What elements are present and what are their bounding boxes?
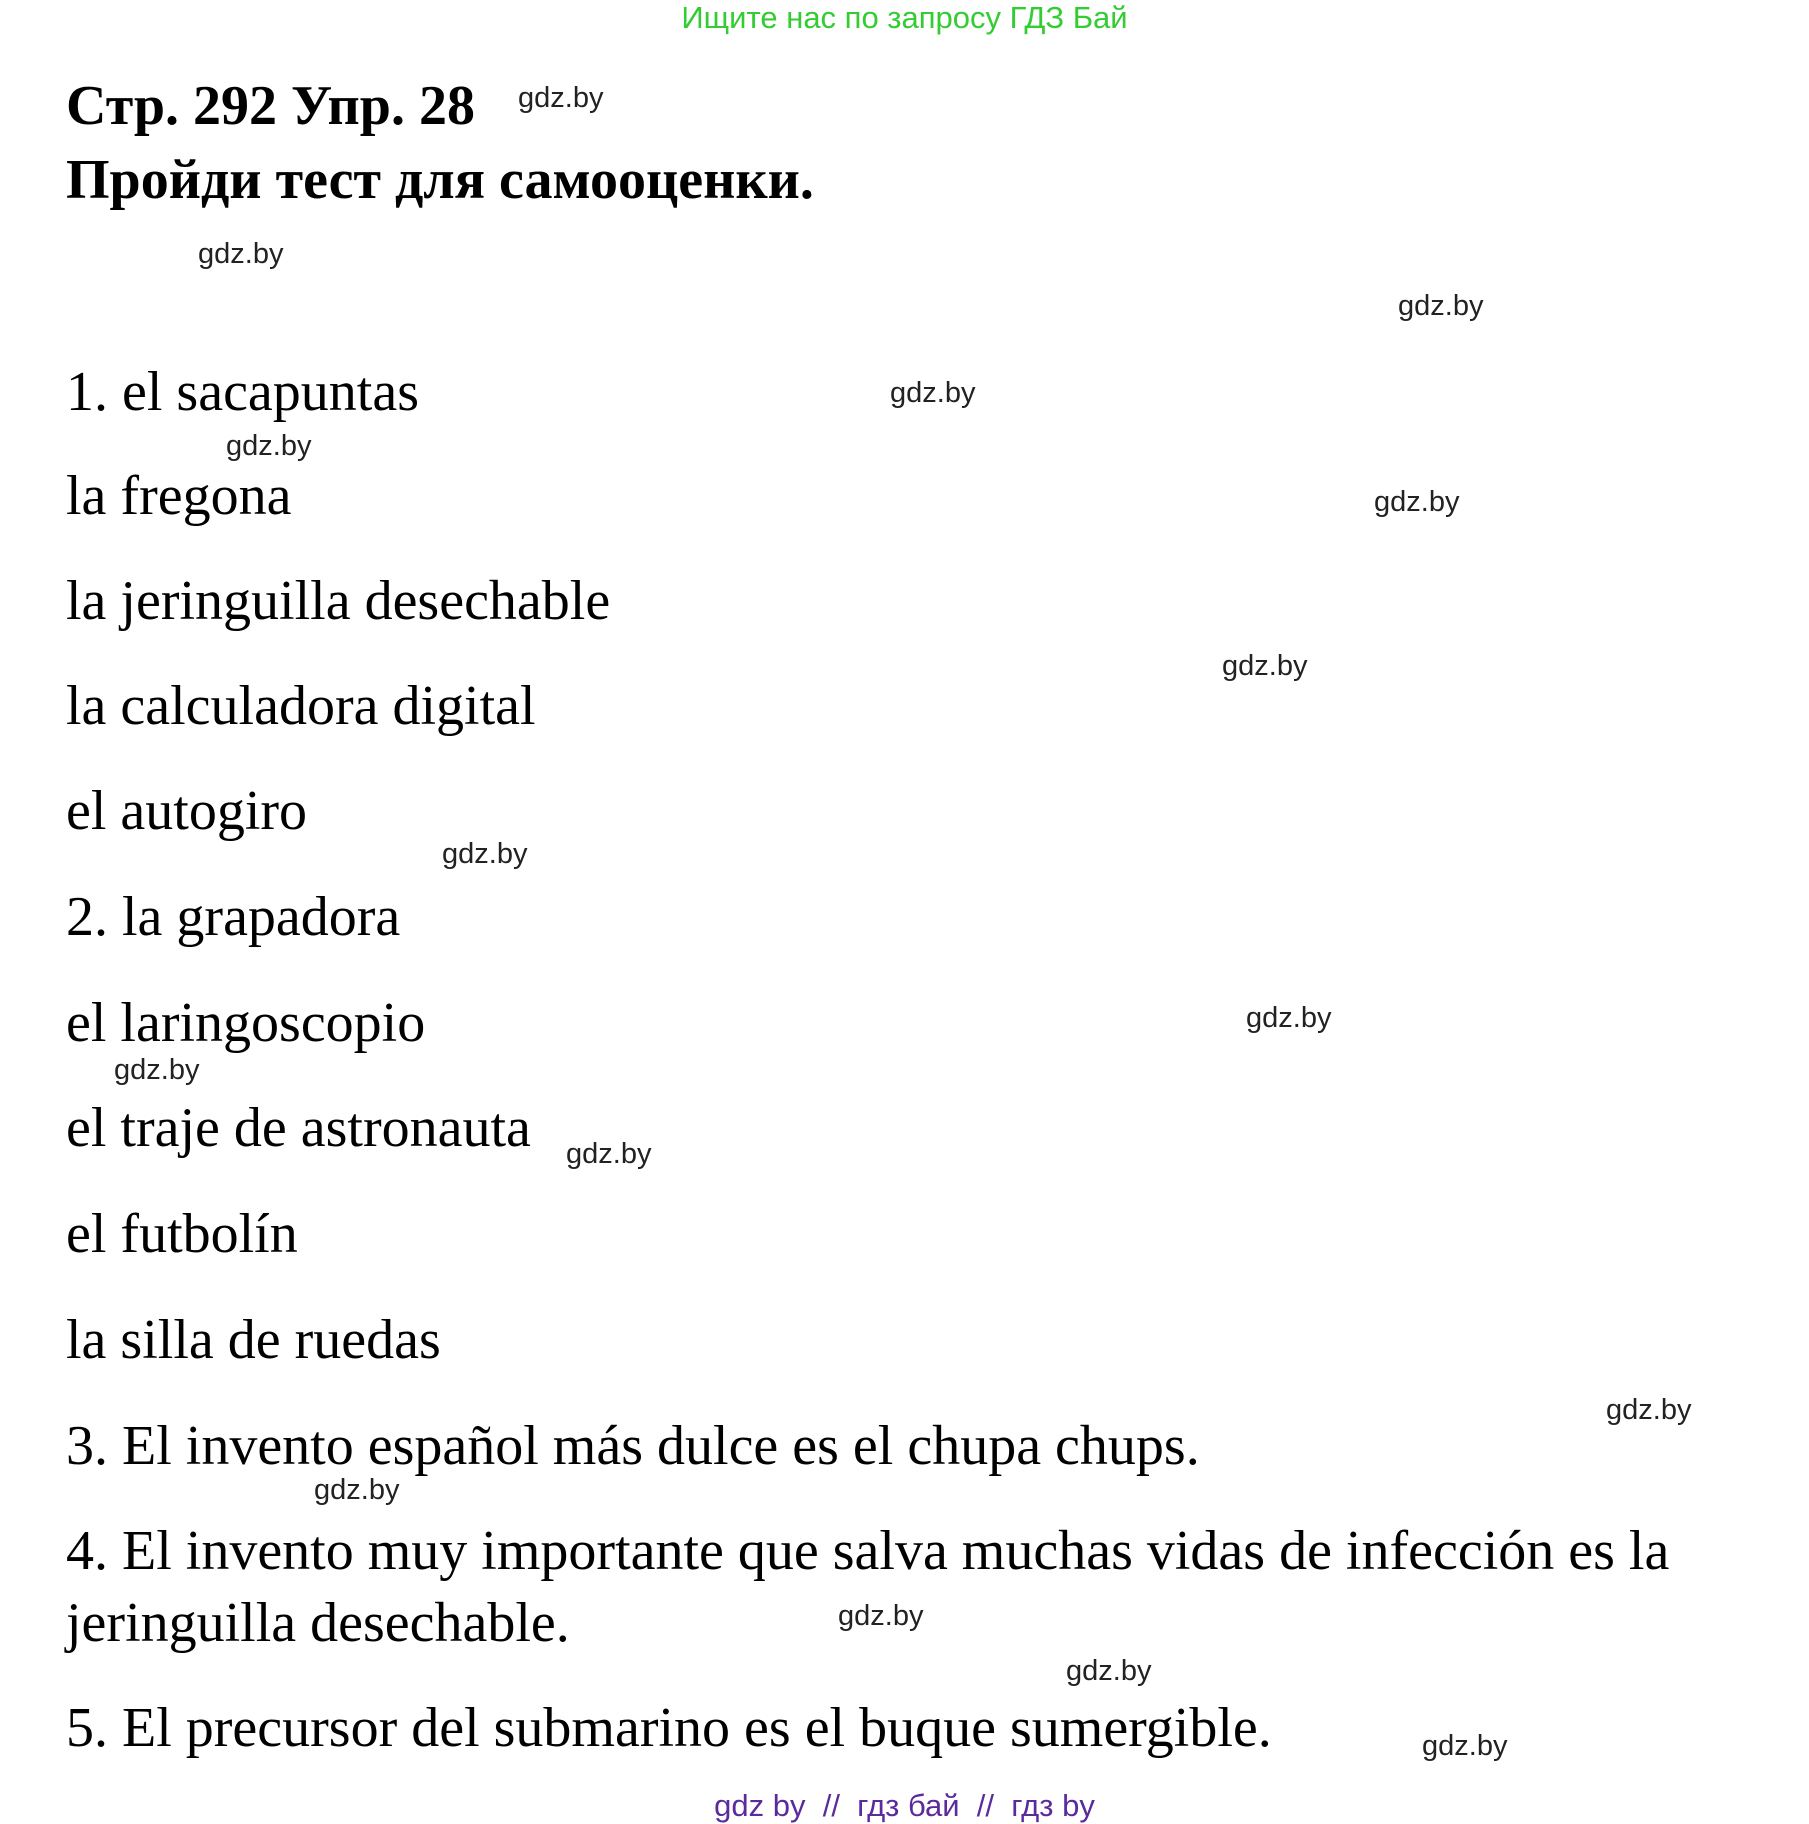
page-reference-heading: Стр. 292 Упр. 28 — [66, 75, 475, 137]
watermark: gdz.by — [442, 838, 528, 870]
answer-line: 1. el sacapuntas — [66, 361, 419, 423]
answer-line: la fregona — [66, 465, 292, 527]
watermark: gdz.by — [1246, 1002, 1332, 1034]
watermark: gdz.by — [1606, 1394, 1692, 1426]
watermark: gdz.by — [198, 238, 284, 270]
footer-watermark: gdz by // гдз бай // гдз by — [714, 1788, 1095, 1823]
answer-line: 2. la grapadora — [66, 886, 401, 948]
watermark: gdz.by — [314, 1474, 400, 1506]
watermark: gdz.by — [518, 82, 604, 114]
search-banner: Ищите нас по запросу ГДЗ Бай — [681, 0, 1128, 35]
watermark: gdz.by — [226, 430, 312, 462]
answer-line: el traje de astronauta — [66, 1097, 531, 1159]
watermark: gdz.by — [1222, 650, 1308, 682]
task-heading: Пройди тест для самооценки. — [66, 149, 814, 211]
answer-line: 3. El invento español más dulce es el chupa chups. — [66, 1415, 1200, 1477]
answer-line: 5. El precursor del submarino es el buque sumergible. — [66, 1697, 1272, 1759]
watermark: gdz.by — [114, 1054, 200, 1086]
answer-line: el autogiro — [66, 780, 308, 842]
watermark: gdz.by — [566, 1138, 652, 1170]
answer-line: el futbolín — [66, 1203, 298, 1265]
watermark: gdz.by — [1066, 1655, 1152, 1687]
answer-line: 4. El invento muy importante que salva muchas vidas de infección es la — [66, 1520, 1670, 1582]
answer-line: el laringoscopio — [66, 992, 426, 1054]
answer-line: jeringuilla desechable. — [66, 1592, 570, 1654]
watermark: gdz.by — [1422, 1730, 1508, 1762]
watermark: gdz.by — [838, 1600, 924, 1632]
watermark: gdz.by — [1374, 486, 1460, 518]
answer-line: la calculadora digital — [66, 675, 536, 737]
answer-line: la silla de ruedas — [66, 1309, 441, 1371]
answer-line: la jeringuilla desechable — [66, 570, 611, 632]
watermark: gdz.by — [890, 377, 976, 409]
watermark: gdz.by — [1398, 290, 1484, 322]
